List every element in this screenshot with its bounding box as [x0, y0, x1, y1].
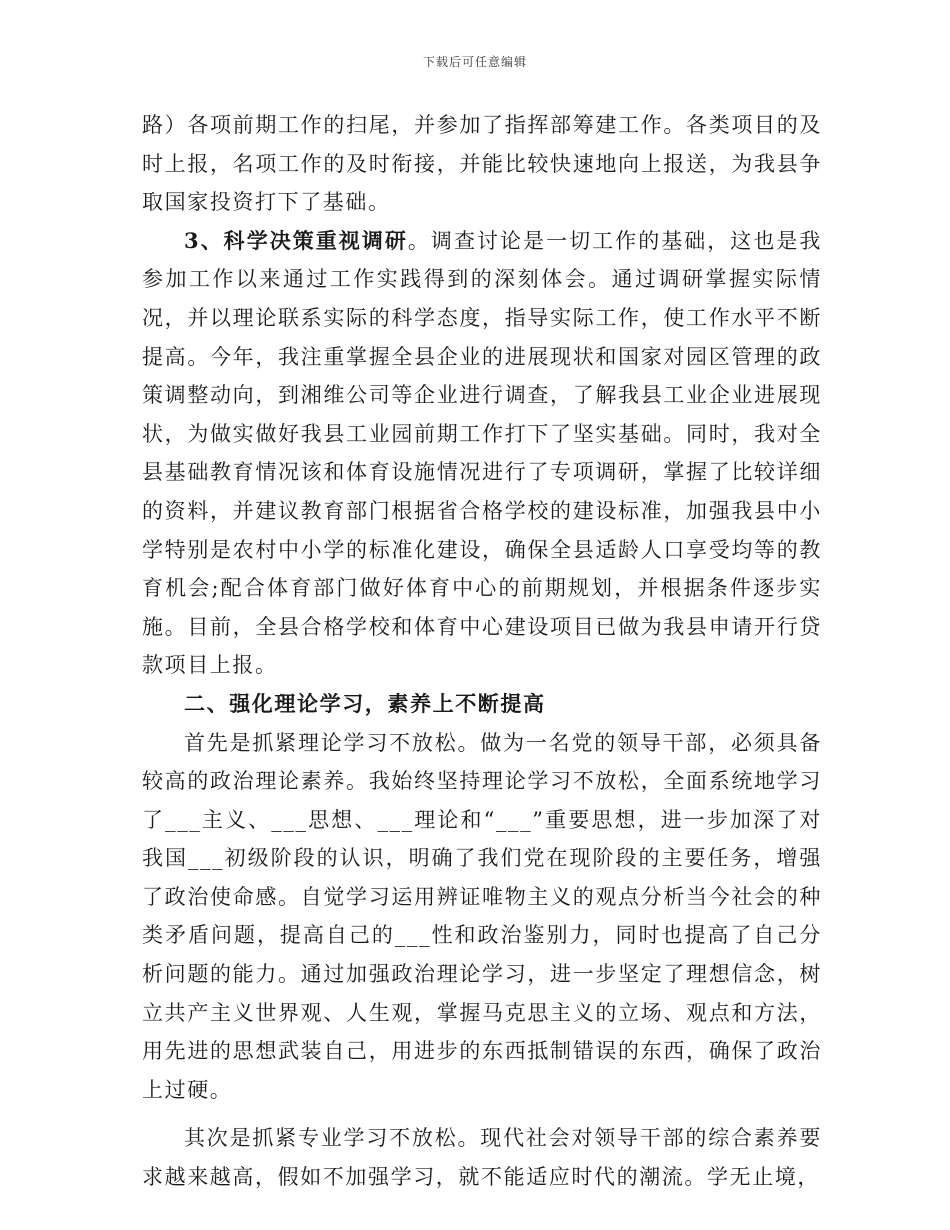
document-body — [142, 106, 822, 1197]
paragraph-research — [142, 222, 822, 685]
subheading-research: 3、科学决策重视调研 — [184, 227, 408, 253]
page-header: 下载后可任意编辑 — [422, 55, 527, 69]
paragraph-continuation: 路）各项前期工作的扫尾，并参加了指挥部筹建工作。各类项目的及时上报，名项工作的及时衔接，并能比较快速地向上报送，为我县争取国家投资打下了基础。 — [142, 113, 822, 215]
paragraph-professional-study: 其次是抓紧专业学习不放松。现代社会对领导干部的综合素养要求越来越高，假如不加强学习，就不能适应时代的潮流。学无止境， — [142, 1126, 822, 1190]
paragraph-research-text: 。调查讨论是一切工作的基础，这也是我参加工作以来通过工作实践得到的深刻体会。通过调研掌握实际情况，并以理论联系实际的科学态度，指导实际工作，使工作水平不断提高。今年，我注重掌握全县企业的进展现状和国家对园区管理的政策调整动向，到湘维公司等企业进行调查，了解我县工业企业进展现状，为做实做好我县工业园前期工作打下了坚实基础。同时，我对全县基础教育情况该和体育设施情况进行了专项调研，掌握了比较详细的资料，并建议教育部门根据省合格学校的建设标准，加强我县中小学特别是农村中小学的标准化建设，确保全县适龄人口享受均等的教育机会;配合体育部门做好体育中心的前期规划，并根据条件逐步实施。目前，全县合格学校和体育中心建设项目已做为我县申请开行贷款项目上报。 — [142, 228, 822, 678]
section-heading-theory-study: 二、强化理论学习，素养上不断提高 — [184, 690, 546, 716]
paragraph-theory-study: 首先是抓紧理论学习不放松。做为一名党的领导干部，必须具备较高的政治理论素养。我始终坚持理论学习不放松，全面系统地学习了___主义、___思想、___理论和“___”重要思想，进一步加深了对我国___初级阶段的认识，明确了我们党在现阶段的主要任务，增强了政治使命感。自觉学习运用辨证唯物主义的观点分析当今社会的种类矛盾问题，提高自己的___性和政治鉴别力，同时也提高了自己分析问题的能力。通过加强政治理论学习，进一步坚定了理想信念，树立共产主义世界观、人生观，掌握马克思主义的立场、观点和方法，用先进的思想武装自己，用进步的东西抵制错误的东西，确保了政治上过硬。 — [142, 730, 822, 1102]
